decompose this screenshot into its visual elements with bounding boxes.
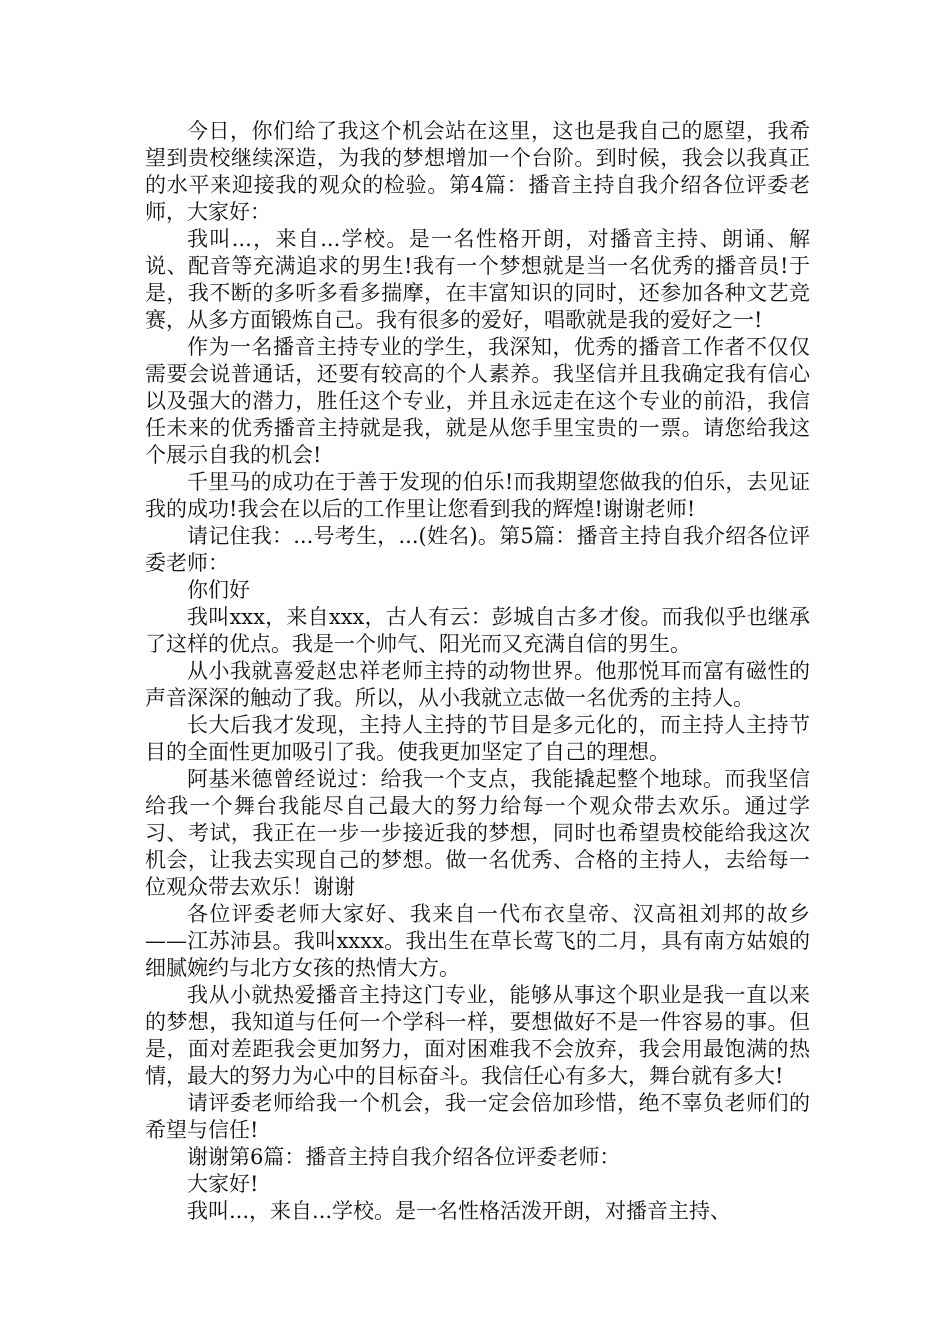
paragraph-13: 请评委老师给我一个机会，我一定会倍加珍惜，绝不辜负老师们的希望与信任!	[145, 1091, 810, 1142]
paragraph-15: 大家好!	[187, 1172, 259, 1196]
paragraph-11: 各位评委老师大家好、我来自一代布衣皇帝、汉高祖刘邦的故乡——江苏沛县。我叫xxxx。我出生在草长莺飞的二月，具有南方姑娘的细腻婉约与北方女孩的热情大方。	[145, 902, 810, 980]
paragraph-4: 千里马的成功在于善于发现的伯乐!而我期望您做我的伯乐，去见证我的成功!我会在以后的工作里让您看到我的辉煌!谢谢老师!	[145, 470, 810, 521]
paragraph-12: 我从小就热爱播音主持这门专业，能够从事这个职业是我一直以来的梦想，我知道与任何一个学科一样，要想做好不是一件容易的事。但是，面对差距我会更加努力，面对困难我不会放弃，我会用最饱满的热情，最大的努力为心中的目标奋斗。我信任心有多大，舞台就有多大!	[145, 983, 810, 1088]
paragraph-3: 作为一名播音主持专业的学生，我深知，优秀的播音工作者不仅仅需要会说普通话，还要有较高的个人素养。我坚信并且我确定我有信心以及强大的潜力，胜任这个专业，并且永远走在这个专业的前沿，我信任未来的优秀播音主持就是我，就是从您手里宝贵的一票。请您给我这个展示自我的机会!	[145, 335, 810, 467]
paragraph-9: 长大后我才发现，主持人主持的节目是多元化的，而主持人主持节目的全面性更加吸引了我。使我更加坚定了自己的理想。	[145, 713, 810, 764]
paragraph-6: 你们好	[187, 578, 250, 602]
paragraph-8: 从小我就喜爱赵忠祥老师主持的动物世界。他那悦耳而富有磁性的声音深深的触动了我。所以，从小我就立志做一名优秀的主持人。	[145, 659, 810, 710]
paragraph-1: 今日，你们给了我这个机会站在这里，这也是我自己的愿望，我希望到贵校继续深造，为我的梦想增加一个台阶。到时候，我会以我真正的水平来迎接我的观众的检验。第4篇：播音主持自我介绍各位评委老师，大家好：	[145, 119, 810, 224]
document-body	[145, 118, 810, 1225]
paragraph-5: 请记住我：...号考生，...(姓名)。第5篇：播音主持自我介绍各位评委老师：	[145, 524, 810, 575]
paragraph-7: 我叫xxx，来自xxx，古人有云：彭城自古多才俊。而我似乎也继承了这样的优点。我是一个帅气、阳光而又充满自信的男生。	[145, 605, 810, 656]
paragraph-14: 谢谢第6篇：播音主持自我介绍各位评委老师：	[187, 1145, 621, 1169]
paragraph-10: 阿基米德曾经说过：给我一个支点，我能撬起整个地球。而我坚信给我一个舞台我能尽自己最大的努力给每一个观众带去欢乐。通过学习、考试，我正在一步一步接近我的梦想，同时也希望贵校能给我这次机会，让我去实现自己的梦想。做一名优秀、合格的主持人，去给每一位观众带去欢乐！谢谢	[145, 767, 810, 899]
paragraph-16: 我叫...，来自...学校。是一名性格活泼开朗，对播音主持、	[187, 1199, 732, 1223]
paragraph-2: 我叫...，来自...学校。是一名性格开朗，对播音主持、朗诵、解说、配音等充满追求的男生!我有一个梦想就是当一名优秀的播音员!于是，我不断的多听多看多揣摩，在丰富知识的同时，还参加各种文艺竞赛，从多方面锻炼自己。我有很多的爱好，唱歌就是我的爱好之一!	[145, 227, 810, 332]
